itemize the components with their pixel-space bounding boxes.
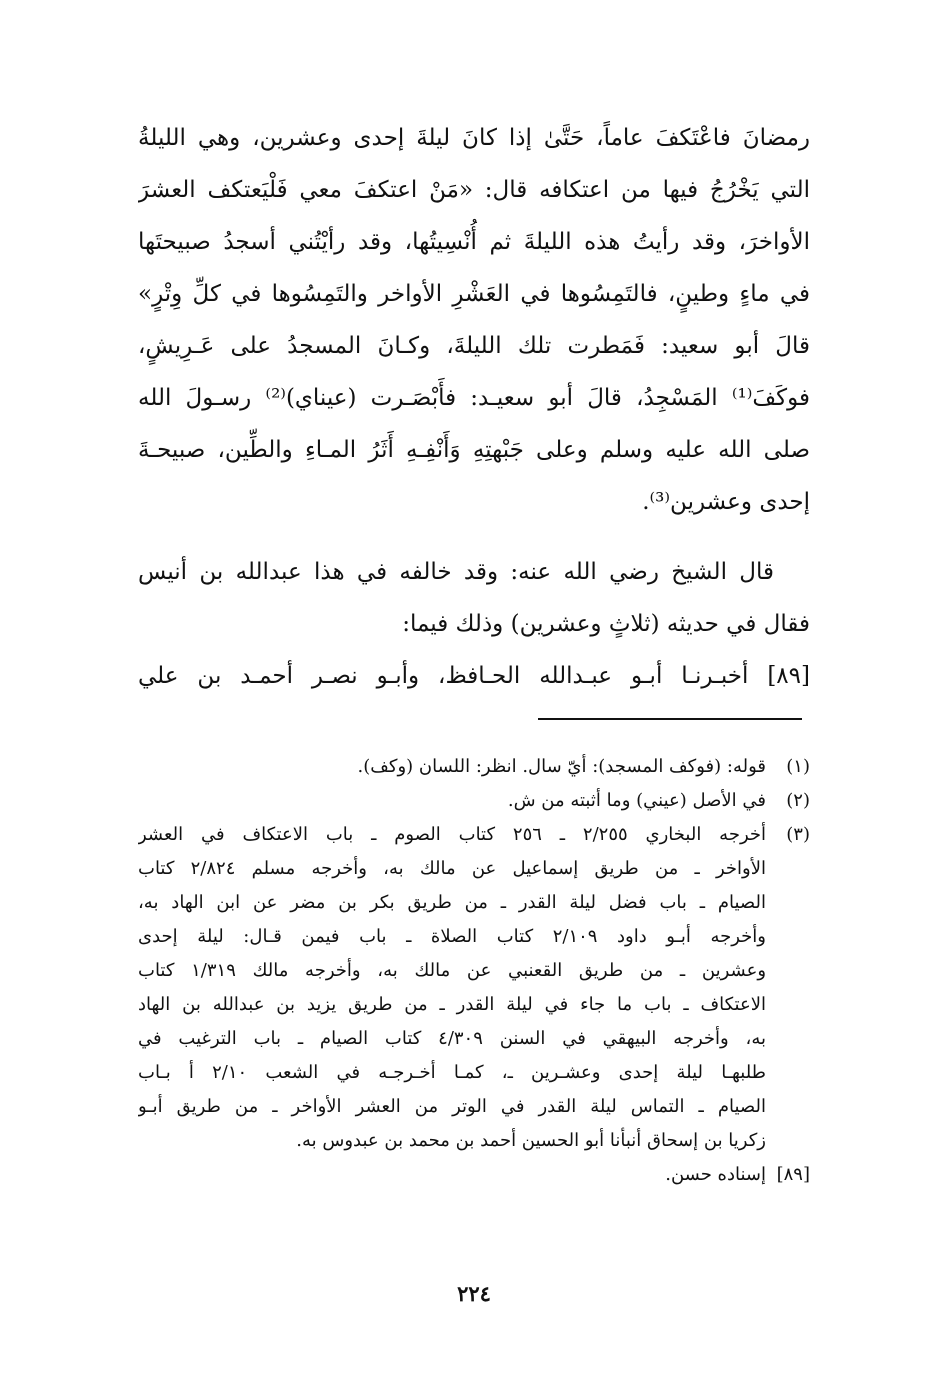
paragraph-2 (138, 546, 810, 650)
footnote-line: الصيام ـ باب فضل ليلة القدر ـ من طريق بكر بن مضر عن ابن الهاد به، (138, 892, 766, 913)
paragraph-3 (138, 650, 810, 702)
footnote-number: (١) (786, 756, 810, 777)
footnotes (138, 750, 810, 1192)
footnote-line: الصيام ـ التماس ليلة القدر في الوتر من العشر الأواخر ـ من طريق أبـو (138, 1096, 766, 1117)
footnote-line: الاعتكاف ـ باب ما جاء في ليلة القدر ـ من طريق يزيد بن عبدالله بن الهاد (138, 994, 766, 1015)
text-line: فوكَفَ⁽¹⁾ المَسْجِدُ، قالَ أبو سعيـد: فأَبْصَـرت (عيناي)⁽²⁾ رسـولَ الله (138, 385, 810, 411)
footnote-text (138, 784, 766, 818)
footnote-line: إسناده حسن. (665, 1164, 766, 1185)
footnote-line: طلبهـا ليلة إحدى وعشـرين ـ، كمـا أخـرجـه في الشعب ٢/١٠ أ بـاب (138, 1062, 766, 1083)
footnote-line: وأخرجه أبـو داود ٢/١٠٩ كتاب الصلاة ـ باب فيمن قـال: ليلة إحدى (138, 926, 766, 947)
footnote-text (138, 750, 766, 784)
footnote-line: وعشرين ـ من طريق القعنبي عن مالك به، وأخرجه مالك ١/٣١٩ كتاب (138, 960, 766, 981)
footnote-2 (138, 784, 810, 818)
main-text (138, 112, 810, 702)
hadith-number-line: [٨٩] أخبـرنـا أبـو عبـدالله الحـافظ، وأبـو نصـر أحمـد بن علي (138, 663, 810, 689)
text-line: الأواخرَ، وقد رأيتُ هذه الليلةَ ثم أُنْسِيتُها، وقد رأيْتُني أسجدُ صبيحتَها (138, 229, 810, 255)
text-line: رمضانَ فاعْتَكفَ عاماً، حَتَّىٰ إذا كانَ ليلةَ إحدى وعشرين، وهي الليلةُ (138, 125, 810, 151)
footnote-1 (138, 750, 810, 784)
footnote-line: به، وأخرجه البيهقي في السنن ٤/٣٠٩ كتاب الصيام ـ باب الترغيب في (138, 1028, 766, 1049)
text-line: صلى الله عليه وسلم وعلى جَبْهتِهِ وَأَنْفِـهِ أَثَرُ المـاءِ والطِّين، صبيحـةَ (138, 437, 810, 463)
footnote-line: قوله: (فوكف المسجد): أيّ سال. انظر: اللسان (وكف). (357, 756, 766, 777)
text-line: التي يَخْرُجُ فيها من اعتكافه قال: «مَنْ اعتكفَ معي فَلْيَعتكف العشرَ (138, 177, 810, 203)
text-line: في ماءٍ وطينٍ، فالتَمِسُوها في العَشْرِ الأواخر والتَمِسُوها في كلِّ وِتْرٍ» (138, 281, 810, 307)
text-line: قال الشيخ رضي الله عنه: وقد خالفه في هذا عبدالله بن أنيس (138, 559, 774, 585)
footnote-number: (٣) (786, 824, 810, 845)
footnote-line: في الأصل (عيني) وما أثبته من ش. (507, 790, 766, 811)
paragraph-1 (138, 112, 810, 528)
footnote-number: (٢) (786, 790, 810, 811)
text-line: فقال في حديثه (ثلاثٍ وعشرين) وذلك فيما: (402, 611, 810, 637)
footnote-line: الأواخر ـ من طريق إسماعيل عن مالك به، وأخرجه مسلم ٢/٨٢٤ كتاب (138, 858, 766, 879)
text-line: إحدى وعشرين⁽³⁾. (642, 489, 810, 515)
footnote-divider (538, 718, 802, 720)
footnote-number: [٨٩] (776, 1164, 810, 1185)
footnote-line: أخرجه البخاري ٢/٢٥٥ ـ ٢٥٦ كتاب الصوم ـ باب الاعتكاف في العشر (138, 824, 766, 845)
footnote-3 (138, 818, 810, 1158)
page-number: ٢٢٤ (457, 1281, 491, 1306)
footnote-text (138, 1158, 766, 1192)
text-line: قالَ أبو سعيد: فَمَطرت تلك الليلةَ، وكـانَ المسجدُ على عَـرِيشٍ، (138, 333, 810, 359)
footnote-89 (138, 1158, 810, 1192)
footnote-line: زكريا بن إسحاق أنبأنا أبو الحسين أحمد بن محمد بن عبدوس به. (296, 1130, 766, 1151)
footnote-text (138, 818, 766, 1158)
paragraph-gap (138, 528, 810, 546)
